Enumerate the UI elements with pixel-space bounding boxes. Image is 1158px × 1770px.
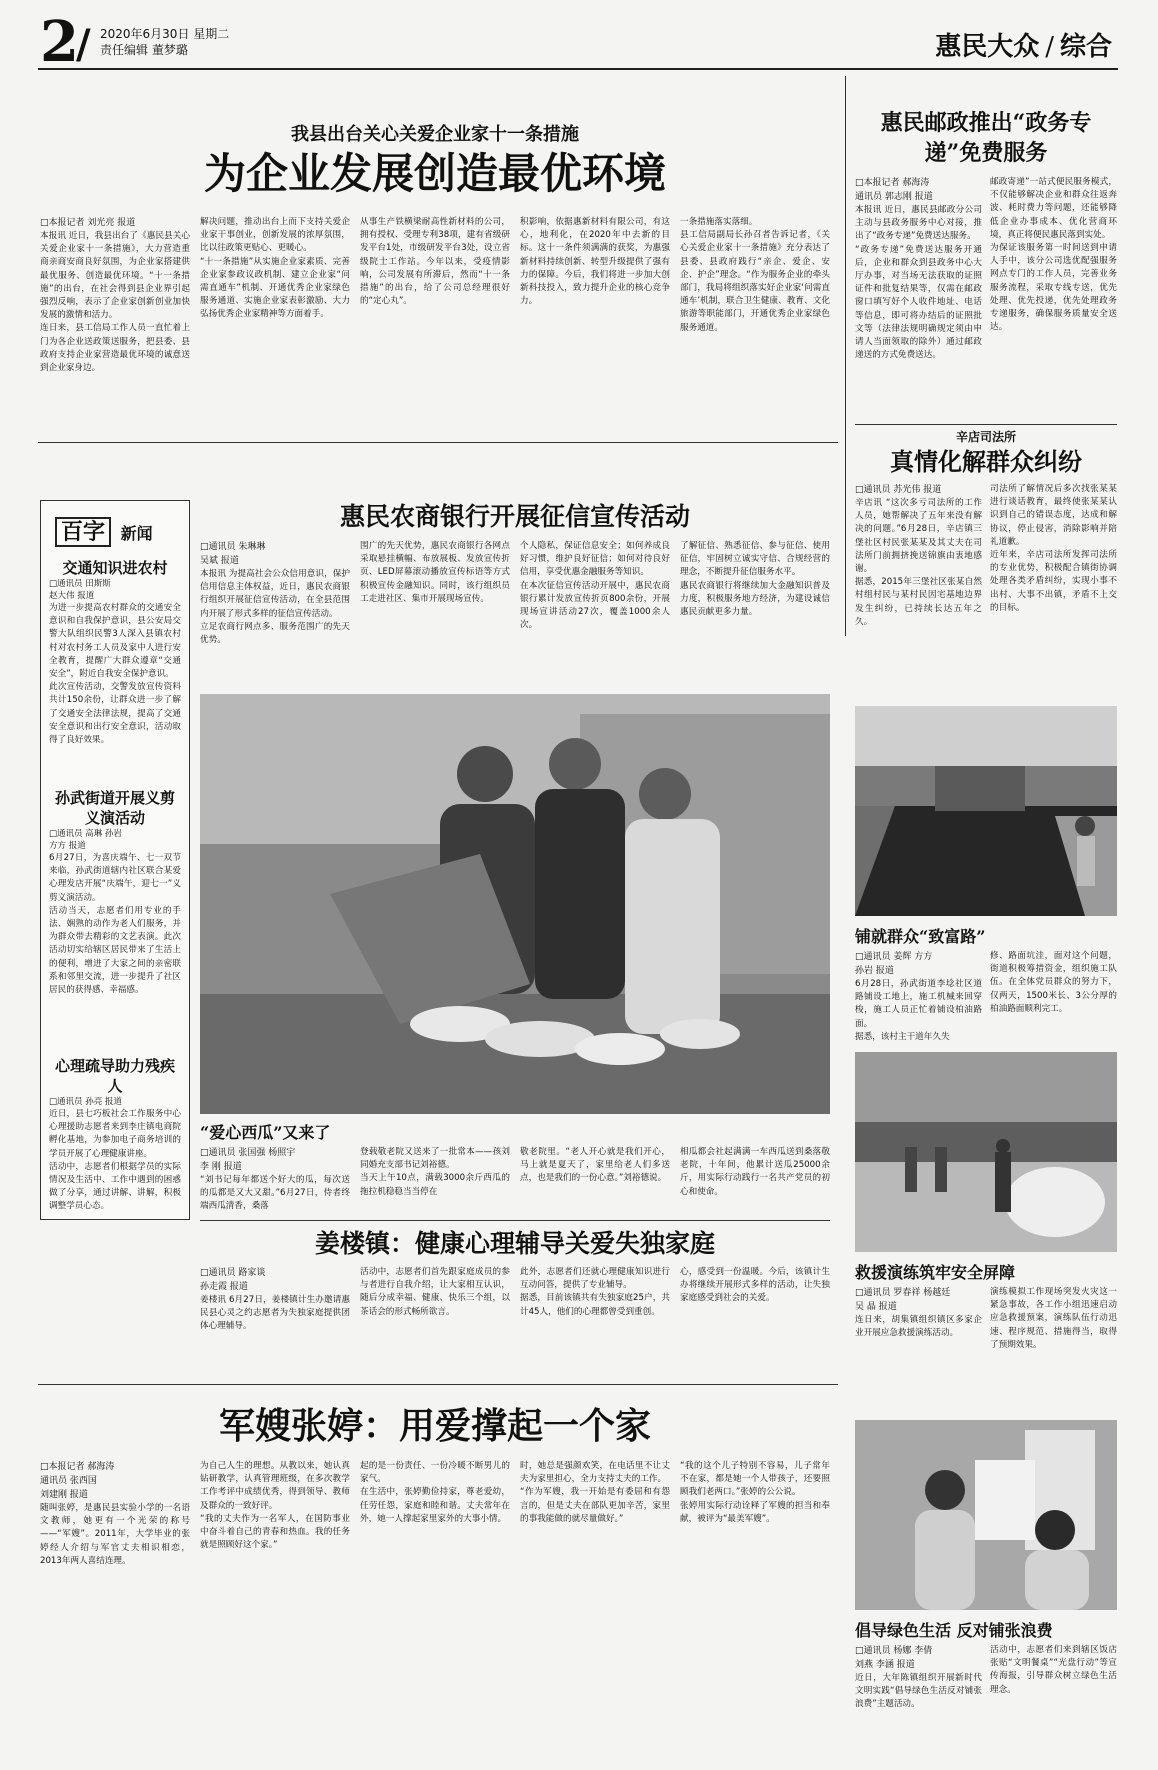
brief-title-2: 孙武街道开展义剪义演活动 xyxy=(54,789,175,827)
brief-title-1: 交通知识进农村 xyxy=(62,559,168,577)
road-byline: □通讯员 姜辉 方方 孙岩 报道 xyxy=(855,952,933,976)
lead-col-5: 一条措施落实落细。 县工信局副局长孙召者告诉记者，《关心关爱企业家十一条措施》充分表达了县委、县政府践行“亲企、爱企、安企、护企”理念。“作为服务企业的牵头部门，我局将组织落实好企业家‘问需直通车’机制，联合卫生健康、教育、文化旅游等职能部门，开通优秀企业家绿色服务通道。 xyxy=(680,217,830,333)
header-slash: / xyxy=(76,22,91,68)
melon-byline: □通讯员 张国强 杨照宇 李 刚 报道 xyxy=(200,1148,296,1172)
army-byline: □本报记者 郝海涛 通讯员 张西国 刘建刚 报道 xyxy=(40,1462,115,1500)
mental-rule xyxy=(200,1220,830,1221)
brand-name: 惠民大众 xyxy=(935,32,1040,62)
credit-col-3: 个人隐私，保证信息安全；如何养成良好习惯，维护良好征信；如何对待良好信用，享受优惠金融服务等知识。 在本次征信宣传活动开展中，惠民农商银行累计发放宣传折页800余份，开展现场宣讲活动27次，覆盖1000余人次。 xyxy=(520,541,670,631)
header-rule xyxy=(38,68,1118,70)
postal-rule xyxy=(855,424,1117,425)
postal-col-2: 邮政寄递”一站式便民服务模式，不仅能够解决企业和群众往返奔波、耗时费力等问题，还能够降低企业办事成本、优化营商环境，真正将便民惠民落到实处。 为保证该服务第一时间送到申请人手中，该分公司选优配强服务网点专门的工作人员，完善业务服务流程，采取专线专送，优先处理、优先投递，优先处理政务专递服务，确保服务质量安全送达。 xyxy=(990,177,1117,333)
green-byline: □通讯员 杨娜 李倩 刘燕 李涵 报道 xyxy=(855,1646,933,1670)
drill-col-2: 演练模拟工作现场突发火灾这一紧急事故，各工作小组迅速启动应急救援预案，演练队伍行动迅速、程序规范、措施得当，取得了预期效果。 xyxy=(990,1287,1117,1350)
army-col-4: 时，她总是强颜欢笑，在电话里不让丈夫为家里担心，全力支持丈夫的工作。 “作为军嫂，我一开始是有委屈和有怨言的，但是丈夫在部队更加辛苦，家里的事我能做的就尽量做好。” xyxy=(520,1461,670,1524)
masthead xyxy=(935,26,1112,63)
right-column-divider xyxy=(845,76,846,636)
credit-byline: □通讯员 朱琳琳 吴斌 报道 xyxy=(200,542,266,566)
brief-byline-2: □通讯员 高琳 孙岩 方方 报道 xyxy=(49,829,122,851)
page-number: 2 xyxy=(40,9,79,75)
army-rule xyxy=(38,1384,838,1385)
green-photo xyxy=(855,1420,1117,1610)
army-col-2: 为自己人生的理想。从教以来，她认真钻研教学，认真管理班级，在多次教学工作考评中成绩优秀，得到领导、教师及群众的一致好评。 “我的丈夫作为一名军人，在国防事业中奋斗着自己的青春和热血。我的任务就是照顾好这个家。” xyxy=(200,1461,350,1551)
brief-news-logo xyxy=(55,515,189,546)
brief-body-3: 近日，县七巧板社会工作服务中心心理援助志愿者来到李庄镇电商院孵化基地，为参加电子商务培训的学员开展了心理健康讲座。 活动中，志愿者们根据学员的实际情况及生活中、工作中遇到的困惑做了分享，通过讲解、讲解，积极调整学员心态。 xyxy=(49,1109,181,1212)
green-caption: 倡导绿色生活 反对铺张浪费 xyxy=(855,1621,1053,1640)
melon-caption: “爱心西瓜”又来了 xyxy=(200,1123,331,1142)
court-col-2: 司法所了解情况后多次找张某某进行谈话教育，最终使张某某认识到自己的错误态度，达成和解协议，停止侵害，消除影响并陪礼道歉。 近年来，辛店司法所发挥司法所的专业优势，积极配合镇街协调处理各类矛盾纠纷，实现小事不出村、大事不出镇，矛盾不上交的目标。 xyxy=(990,484,1117,613)
green-col-1: 近日，大年陈镇组织开展新时代文明实践“倡导绿色生活反对铺张浪费”主题活动。 xyxy=(855,1673,982,1710)
road-photo-illustration xyxy=(855,706,1117,916)
brief-byline-3: □通讯员 孙亮 报道 xyxy=(49,1097,122,1107)
melon-col-3: 敬老院里。“老人开心就是我们开心，马上就是夏天了，家里给老人们多送点，也是我们的一份心意。”刘裕德说。 xyxy=(520,1147,670,1184)
army-col-1: 随叫张婷，是惠民县实验小学的一名语文教师，她更有一个光荣的称号——“军嫂”。2011年，大学毕业的张婷经人介绍与军官丈夫相识相恋，2013年两人喜结连理。 xyxy=(40,1503,190,1566)
road-photo xyxy=(855,706,1117,916)
road-article xyxy=(855,950,1117,1042)
mental-col-2: 活动中，志愿者们首先跟家庭成员的参与者进行自我介绍，让大家相互认识，随后分成幸福、健康、快乐三个组，以茶话会的形式畅所欲言。 xyxy=(360,1267,510,1317)
army-article xyxy=(40,1400,830,1710)
credit-title: 惠民农商银行开展征信宣传活动 xyxy=(339,502,690,531)
mental-article xyxy=(200,1226,830,1354)
postal-article xyxy=(855,108,1117,406)
brief-body-1: 为进一步提高农村群众的交通安全意识和自我保护意识，县公安局交警大队组织民警3人深入县镇农村村对农村务工人员及家中人进行安全教育，提醒广大群众遵章“交通安全”，附近自我安全保护意识。 此次宣传活动，交警发放宣传资料共计150余份，让群众进一步了解了交通安全法律法规，提高了交通安全意识和出行安全意识，活动取得了良好效果。 xyxy=(49,603,181,746)
lead-col-4: 积影响，依据惠新材料有限公司，有这心，地利化，在2020年中去新的目标。这十一条件须满满的获奖，为惠强新材料持续创新、转型升级提供了强有力的保障。今后，我们将进一步加大创新科技投入，致力提升企业的核心竞争力。 xyxy=(520,217,670,307)
brief-byline-1: □通讯员 田斯斯 赵大伟 报道 xyxy=(49,579,111,601)
header-meta xyxy=(100,26,229,58)
green-photo-illustration xyxy=(855,1420,1117,1610)
credit-col-1: 本报讯 为提高社会公众信用意识，保护信用信息主体权益，近日，惠民农商银行组织开展征信宣传活动，在全县范围内开展了形式多样的征信宣传活动。 立足农商行网点多、服务范围广的先天优势。 xyxy=(200,569,350,646)
court-title: 真情化解群众纠纷 xyxy=(890,447,1082,476)
lead-kicker: 我县出台关心关爱企业家十一条措施 xyxy=(291,124,579,145)
brief-news-box xyxy=(40,500,190,1220)
lead-col-1: 本报讯 近日，我县出台了《惠民县关心关爱企业家十一条措施》，大力营造重商亲商安商良好氛围，为企业家搭建供最优服务、创造最优环境。“十一条措施”的出台，在社会得到县企业界引起强烈反响，表示了企业家创新创业加快发展的激情和活力。 连日来，县工信局工作人员一直忙着上门为各企业送政策送服务，把县委、县政府支持企业家营造最优环境的诚意送到企业家身边。 xyxy=(40,231,190,374)
melon-col-2: 登载敬老院又送来了一批常本——孩刘同婚充支部书记刘裕德。 当天上午10点，满载3000余斤西瓜的拖拉机稳稳当当停在 xyxy=(360,1147,510,1197)
drill-article xyxy=(855,1286,1117,1366)
lead-title: 为企业发展创造最优环境 xyxy=(203,149,666,198)
editor-credit: 责任编辑 董梦璐 xyxy=(100,43,188,57)
lead-rule xyxy=(38,442,838,443)
road-caption: 铺就群众“致富路” xyxy=(855,927,986,946)
lead-col-3: 从事生产铁横梁耐高性新材料的公司，拥有授权、受理专利38项，建有省级研发平台1处，市级研发平台3处，设立省级院士工作站。今年以来，受疫情影响，公司发展有所滞后，然而“十一条措施”的出台，给了公司总经理很好的“定心丸”。 xyxy=(360,217,510,307)
melon-col-1: “刘书记每年都送个好大的瓜，每次送的瓜都是又大又甜。”6月27日，侍者终端西瓜清香，桑落 xyxy=(200,1175,350,1212)
brand-divider: / xyxy=(1045,32,1054,62)
logo-part-b: 新闻 xyxy=(120,524,153,543)
credit-col-4: 了解征信、熟悉征信、参与征信、使用征信，牢固树立诚实守信、合规经营的理念，不断提升征信服务水平。 惠民农商银行将继续加大金融知识普及力度，积极服务地方经济，为建设诚信惠民贡献更多力量。 xyxy=(680,541,830,618)
mental-byline: □通讯员 路家谈 孙走霞 报道 xyxy=(200,1268,266,1292)
brief-body-2: 6月27日，为喜庆端午、七一双节来临，孙武街道辖内社区联合某爱心理发店开展“庆端午，迎七一”义剪义演活动。 活动当天，志愿者们用专业的手法、娴熟的动作为老人们服务，并为群众带去精彩的文艺表演。此次活动切实给辖区居民带来了生活上的便利，增进了大家之间的亲密联系和邻里交流，进一步提升了社区居民的获得感、幸福感。 xyxy=(49,853,181,996)
melon-photo xyxy=(200,694,830,1114)
melon-col-4: 相瓜都会社起满满一车西瓜送到桑落敬老院，十年间，他累计送瓜25000余斤，用实际行动践行一名共产党员的初心和使命。 xyxy=(680,1147,830,1197)
lead-col-2: 解决问题，推动出台上而下支持关爱企业家干事创业，创新发展的浓厚氛围，比以往政策更贴心、更暖心。 “十一条措施”从实施企业家素质、完善企业家参政议政机制、建立企业家“问需直通车”机制、开通优秀企业家绿色服务通道、实施企业家表彰激励、大力弘扬优秀企业家精神等方面着手。 xyxy=(200,217,350,320)
green-article xyxy=(855,1644,1117,1724)
lead-article xyxy=(40,76,830,428)
drill-col-1: 连日来，胡集镇组织镇区多家企业开展应急救援演练活动。 xyxy=(855,1315,982,1339)
brief-title-3: 心理疏导助力残疾人 xyxy=(54,1057,175,1095)
court-article xyxy=(855,428,1117,647)
credit-article xyxy=(200,500,830,660)
army-col-5: “我的这个儿子特别不容易，儿子常年不在家，都是她一个人带孩子，还要照顾我们老两口。”张婷的公公说。 张婷用实际行动诠释了军嫂的担当和奉献，被评为“最美军嫂”。 xyxy=(680,1461,830,1524)
postal-title: 惠民邮政推出“政务专递”免费服务 xyxy=(880,110,1092,166)
lead-byline: □本报记者 刘光亮 报道 xyxy=(40,218,136,228)
army-col-3: 起的是一份责任、一份冷暖不断男儿的家气。 在生活中，张婷勤俭持家，尊老爱幼，任劳任怨，家庭和睦和谐。丈夫常年在外，她一人撑起家里家外的大事小情。 xyxy=(360,1461,510,1524)
mental-title: 姜楼镇：健康心理辅导关爱失独家庭 xyxy=(314,1229,715,1258)
postal-col-1: 本报讯 近日，惠民县邮政分公司主动与县政务服务中心对接，推出了“政务专递”免费送达服务。 “政务专递”免费送达服务开通后，企业和群众到县政务中心大厅办事，对当场无法获取的证照证件和批复结果等，仅需在邮政窗口填写好个人收件地址、电话等信息，即可将办结后的证照批文等（法律法规明确规定须由申请人当面领取的除外）通过邮政递送的方式免费送达。 xyxy=(855,205,982,361)
issue-date: 2020年6月30日 星期二 xyxy=(100,27,230,41)
section-name: 综合 xyxy=(1059,32,1112,62)
court-byline: □通讯员 苏光伟 报道 xyxy=(855,485,942,495)
drill-caption: 救援演练筑牢安全屏障 xyxy=(855,1263,1016,1282)
mental-col-3: 此外，志愿者们还就心理健康知识进行互动问答，提供了专业辅导。 据悉，目前该镇共有失独家庭25户，共计45人，他们的心理都曾受到重创。 xyxy=(520,1267,670,1317)
road-col-1: 6月28日，孙武街道李埝社区道路铺设工地上，施工机械来回穿梭，施工人员正忙着铺设柏油路面。 据悉，该村主干道年久失 xyxy=(855,979,982,1042)
court-col-1: 辛店讯 “这次多亏司法所的工作人员，她帮解决了五年来没有解决的问题。”6月28日，辛店镇三堡社区村民张某某及其丈夫在司法所门前拥挤挽送锦旗由衷地感谢。 据悉，2015年三堡社区张某自然村组村民与某村民因宅基地边界发生纠纷，已持续长达五年之久。 xyxy=(855,498,982,627)
melon-article xyxy=(200,1146,830,1216)
green-col-2: 活动中，志愿者们来到辖区饭店张贴“文明餐桌”“光盘行动”等宣传海报，引导群众树立绿色生活理念。 xyxy=(990,1645,1117,1695)
mental-col-1: 姜楼讯 6月27日，姜楼镇计生办邀请惠民县心灵之约志愿者为失独家庭提供团体心理辅导。 xyxy=(200,1295,350,1332)
army-title: 军嫂张婷：用爱撑起一个家 xyxy=(218,1405,651,1447)
drill-photo xyxy=(855,1052,1117,1252)
drill-photo-illustration xyxy=(855,1052,1117,1252)
logo-part-a: 百字 xyxy=(55,517,111,547)
road-col-2: 修、路面坑洼，面对这个问题，街道积极筹措资金，组织施工队伍。在全体党员群众的努力下，仅两天，1500米长、3公分厚的柏油路面顺利完工。 xyxy=(990,951,1117,1014)
credit-col-2: 围广的先天优势，惠民农商银行各网点采取悬挂横幅、布放展板、发放宣传折页、LED屏幕滚动播放宣传标语等方式积极宣传金融知识。同时，该行组织员工走进社区、集市开展现场宣传。 xyxy=(360,541,510,604)
court-kicker: 辛店司法所 xyxy=(955,430,1016,444)
melon-photo-illustration xyxy=(200,694,830,1114)
drill-byline: □通讯员 罗春祥 杨越廷 吴 晶 报道 xyxy=(855,1288,951,1312)
mental-col-4: 心，感受到一份温暖。今后，该镇计生办将继续开展形式多样的活动，让失独家庭感受到社会的关爱。 xyxy=(680,1267,830,1304)
postal-byline: □本报记者 郝海涛 通讯员 郭志刚 报道 xyxy=(855,178,933,202)
